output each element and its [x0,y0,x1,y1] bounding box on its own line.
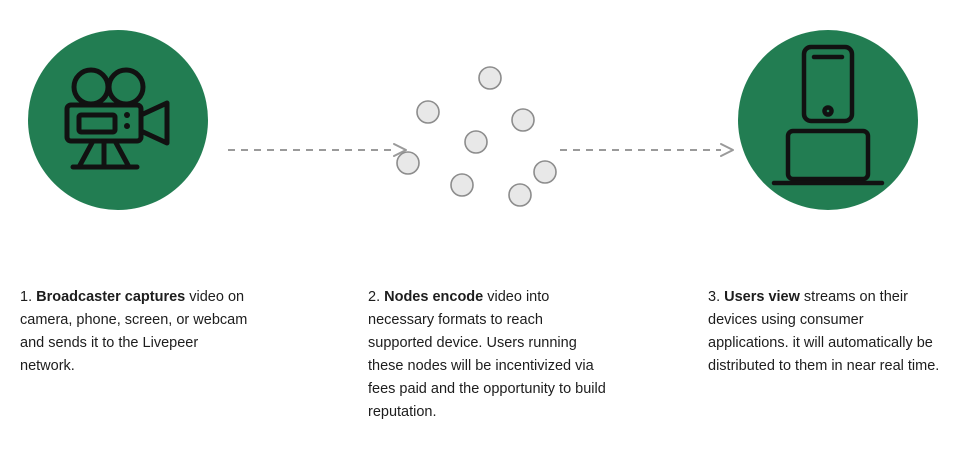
caption-number-2: 2. [368,289,381,305]
caption-text-3: streams on their devices using consumer applications. it will automatically be distributed to them in near real time. [708,289,940,374]
arrow-nodes-to-users [560,140,735,160]
devices-icon [768,43,888,198]
caption-number-3: 3. [708,289,721,305]
caption-nodes [368,286,606,424]
caption-text-2: video into necessary formats to reach supported device. Users running these nodes will be incentivized via fees paid and the opportunity to build reputation. [368,289,606,420]
stage-circle-users [738,30,918,210]
video-camera-icon [53,63,183,178]
caption-bold-2: Nodes encode [384,289,484,305]
node-cluster-icon [390,55,570,215]
stage-circle-broadcaster [28,30,208,210]
caption-users [708,286,948,378]
caption-broadcaster [20,286,252,378]
caption-text-1: video on camera, phone, screen, or webcam and sends it to the Livepeer network. [20,289,248,374]
captions-row [0,286,957,446]
caption-bold-1: Broadcaster captures [36,289,186,305]
arrow-broadcaster-to-nodes [228,140,408,160]
caption-number-1: 1. [20,289,33,305]
caption-bold-3: Users view [724,289,800,305]
